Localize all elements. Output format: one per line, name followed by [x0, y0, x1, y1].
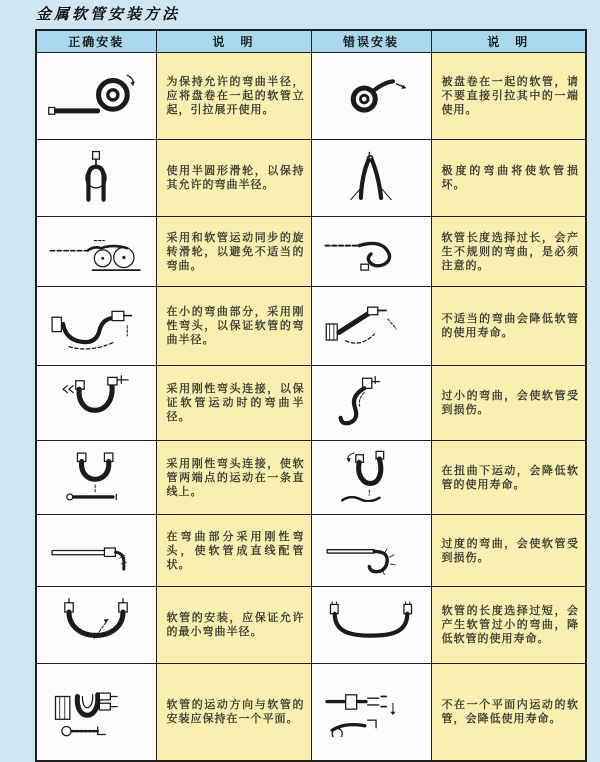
correct-description: 为保持允许的弯曲半径，应将盘卷在一起的软管立起，引拉展开使用。 — [166, 76, 305, 116]
wrong-image-cell — [311, 366, 431, 441]
correct-description: 使用半圆形滑轮，以保持其允许的弯曲半径。 — [166, 165, 305, 191]
wrong-description: 过度的弯曲，会使软管受到损伤。 — [441, 537, 579, 564]
correct-image-cell — [36, 664, 156, 762]
correct-image-cell — [36, 366, 156, 441]
wrong-description-cell — [431, 441, 586, 515]
wrong-image-cell — [311, 515, 431, 587]
header-correct-note: 说 明 — [156, 30, 311, 53]
wrong-description: 被盘卷在一起的软管，请不要直接引拉其中的一端使用。 — [441, 76, 579, 116]
header-correct-install: 正确安装 — [36, 30, 156, 53]
undersized-bend-hook-icon — [315, 374, 427, 428]
table-row — [36, 140, 586, 217]
header-wrong-install: 错误安装 — [311, 30, 431, 53]
correct-image-cell — [36, 287, 156, 366]
wrong-description: 过小的弯曲，会使软管受到损伤。 — [441, 390, 579, 416]
table-row — [36, 664, 586, 762]
wrong-description-cell — [431, 664, 586, 762]
correct-description-cell — [156, 587, 311, 664]
wrong-description-cell — [431, 217, 586, 287]
table-row — [36, 587, 586, 664]
correct-image-cell — [36, 515, 156, 587]
correct-image-cell — [36, 587, 156, 664]
wrong-image-cell — [311, 140, 431, 217]
table-row — [36, 366, 586, 441]
rigid-elbow-inline-motion-icon — [40, 448, 152, 502]
correct-description: 采用和软管运动同步的旋转滑轮，以避免不适当的弯曲。 — [166, 231, 305, 272]
table-row — [36, 287, 586, 366]
wrong-image-cell — [311, 441, 431, 515]
twisted-u-motion-icon — [315, 448, 427, 502]
wrong-description-cell — [431, 53, 586, 140]
straight-piping-with-elbow-icon — [40, 521, 152, 575]
wrong-description-cell — [431, 140, 586, 217]
table-row — [36, 515, 586, 587]
wrong-description-cell — [431, 515, 586, 587]
correct-description: 软管的安装，应保证允许的最小弯曲半径。 — [166, 612, 305, 638]
wrong-description: 极度的弯曲将使软管损坏。 — [441, 165, 579, 191]
overlong-hose-irregular-loop-icon — [315, 222, 427, 276]
installation-table — [35, 29, 587, 762]
correct-description-cell — [156, 287, 311, 366]
correct-description-cell — [156, 441, 311, 515]
header-row — [36, 30, 586, 53]
overbent-hose-end-icon — [315, 521, 427, 575]
table-row — [36, 217, 586, 287]
improper-sharp-bend-icon — [315, 297, 427, 351]
non-planar-motion-piping-icon — [315, 683, 427, 737]
synchronized-rotating-pulleys-icon — [40, 222, 152, 276]
wrong-description: 不适当的弯曲会降低软管的使用寿命。 — [441, 313, 579, 339]
short-hose-tight-bend-icon — [315, 596, 427, 650]
table-row — [36, 53, 586, 140]
correct-image-cell — [36, 441, 156, 515]
correct-description: 软管的运动方向与软管的安装应保持在一个平面。 — [166, 699, 305, 725]
correct-description-cell — [156, 515, 311, 587]
wrong-description: 软管的长度选择过短，会产生软管过小的弯曲，降低软管的使用寿命。 — [441, 605, 579, 645]
planar-motion-piping-icon — [40, 683, 152, 737]
correct-description-cell — [156, 140, 311, 217]
wrong-description: 软管长度选择过长，会产生不规则的弯曲，是必须注意的。 — [441, 231, 579, 272]
coil-end-pulled-icon — [315, 67, 427, 121]
extreme-bend-hanging-hose-icon — [315, 149, 427, 203]
coiled-hose-standing-unrolled-icon — [40, 67, 152, 121]
correct-description: 采用刚性弯头连接，使软管两端点的运动在一条直线上。 — [166, 457, 305, 498]
correct-description-cell — [156, 366, 311, 441]
wrong-description: 在扭曲下运动，会降低软管的使用寿命。 — [441, 464, 579, 491]
wrong-image-cell — [311, 587, 431, 664]
correct-description-cell — [156, 53, 311, 140]
correct-description: 采用刚性弯头连接，以保证软管运动时的弯曲半径。 — [166, 383, 305, 423]
correct-image-cell — [36, 53, 156, 140]
semicircular-pulley-hose-icon — [40, 149, 152, 203]
wrong-image-cell — [311, 217, 431, 287]
table-row — [36, 441, 586, 515]
correct-description: 在小的弯曲部分，采用刚性弯头，以保证软管的弯曲半径。 — [166, 306, 305, 346]
wrong-description-cell — [431, 366, 586, 441]
page — [0, 3, 600, 725]
correct-description-cell — [156, 664, 311, 762]
correct-description-cell — [156, 217, 311, 287]
rigid-elbow-u-connection-icon — [40, 374, 152, 428]
minimum-bend-radius-u-icon — [40, 596, 152, 650]
correct-image-cell — [36, 217, 156, 287]
correct-description: 在弯曲部分采用刚性弯头，使软管成直线配管状。 — [166, 530, 305, 571]
correct-image-cell — [36, 140, 156, 217]
wrong-description-cell — [431, 287, 586, 366]
wrong-image-cell — [311, 664, 431, 762]
document-page — [0, 3, 600, 725]
wrong-image-cell — [311, 287, 431, 366]
rigid-elbow-at-small-bend-icon — [40, 297, 152, 351]
page-title: 金属软管安装方法 — [36, 5, 181, 23]
wrong-description-cell — [431, 587, 586, 664]
wrong-description: 不在一个平面内运动的软管，会降低使用寿命。 — [441, 699, 579, 725]
header-wrong-note: 说 明 — [431, 30, 586, 53]
wrong-image-cell — [311, 53, 431, 140]
